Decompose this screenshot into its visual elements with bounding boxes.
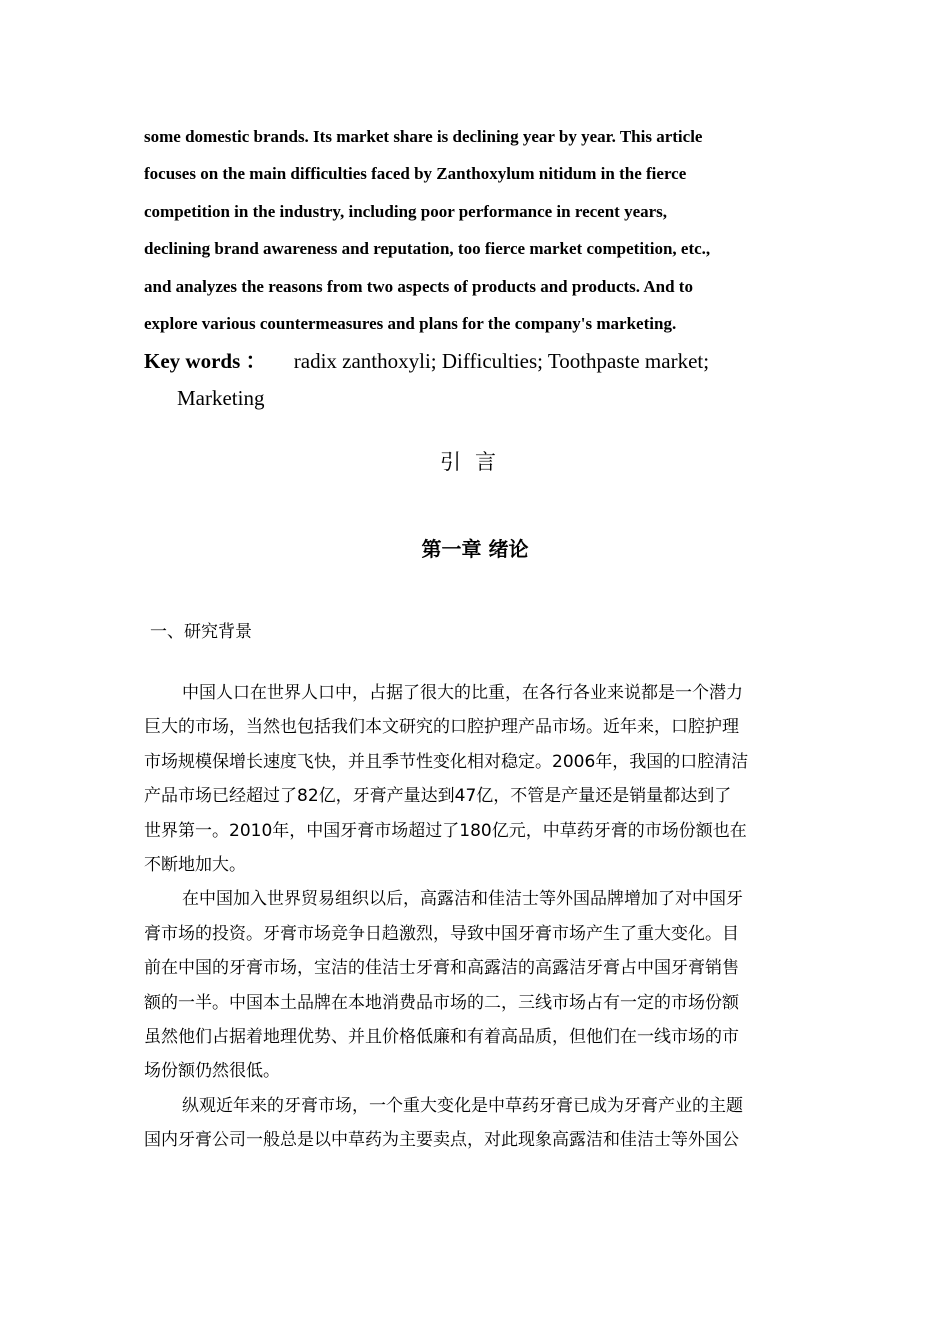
abstract-line: focuses on the main difficulties faced by Zanthoxylum nitidum in the fierce [144, 164, 687, 184]
paragraph [144, 676, 809, 882]
chapter-heading: 第一章 绪论 [421, 537, 529, 561]
abstract-line: competition in the industry, including poor performance in recent years, [144, 201, 668, 221]
text-line: 不断地加大。 [144, 855, 246, 876]
text-line: 前在中国的牙膏市场，宝洁的佳洁士牙膏和高露洁的高露洁牙膏占中国牙膏销售 [144, 958, 739, 979]
paragraph [144, 882, 809, 1088]
text-line: 膏市场的投资。牙膏市场竞争日趋激烈，导致中国牙膏市场产生了重大变化。目 [144, 923, 739, 944]
text-line: 额的一半。中国本土品牌在本地消费品市场的二，三线市场占有一定的市场份额 [144, 992, 739, 1013]
abstract-line: some domestic brands. Its market share is declining year by year. This article [144, 127, 703, 146]
text-line: 纵观近年来的牙膏市场，一个重大变化是中草药牙膏已成为牙膏产业的主题 [182, 1095, 743, 1116]
keywords-line-2: Marketing [177, 386, 265, 410]
text-line: 世界第一。2010年，中国牙膏市场超过了180亿元，中草药牙膏的市场份额也在 [144, 820, 747, 841]
paragraph [144, 1089, 809, 1158]
text-line: 在中国加入世界贸易组织以后，高露洁和佳洁士等外国品牌增加了对中国牙 [182, 889, 743, 910]
text-line: 市场规模保增长速度飞快，并且季节性变化相对稳定。2006年，我国的口腔清洁 [144, 751, 749, 772]
keywords-line-1: radix zanthoxyli; Difficulties; Toothpaste market; [293, 349, 710, 373]
keywords-label: Key words [144, 349, 241, 373]
text-line: 中国人口在世界人口中，占据了很大的比重，在各行各业来说都是一个潜力 [182, 683, 743, 703]
abstract-line: and analyzes the reasons from two aspects of products and products. And to [144, 276, 693, 296]
abstract-line: explore various countermeasures and plans for the company's marketing. [144, 314, 677, 334]
text-line: 场份额仍然很低。 [144, 1061, 280, 1082]
section-title: 一、研究背景 [150, 622, 252, 642]
abstract-line: declining brand awareness and reputation, too fierce market competition, etc., [144, 239, 711, 259]
keywords-separator: ： [245, 349, 267, 373]
text-line: 虽然他们占据着地理优势、并且价格低廉和有着高品质，但他们在一线市场的市 [144, 1027, 739, 1048]
body-text [144, 676, 809, 1158]
text-line: 巨大的市场，当然也包括我们本文研究的口腔护理产品市场。近年来，口腔护理 [144, 717, 739, 738]
text-line: 产品市场已经超过了82亿，牙膏产量达到47亿，不管是产量还是销量都达到了 [144, 786, 732, 807]
keywords-block [144, 343, 804, 417]
text-line: 国内牙膏公司一般总是以中草药为主要卖点，对此现象高露洁和佳洁士等外国公 [144, 1130, 739, 1151]
intro-heading: 引言 [440, 450, 510, 474]
english-abstract [144, 118, 794, 342]
